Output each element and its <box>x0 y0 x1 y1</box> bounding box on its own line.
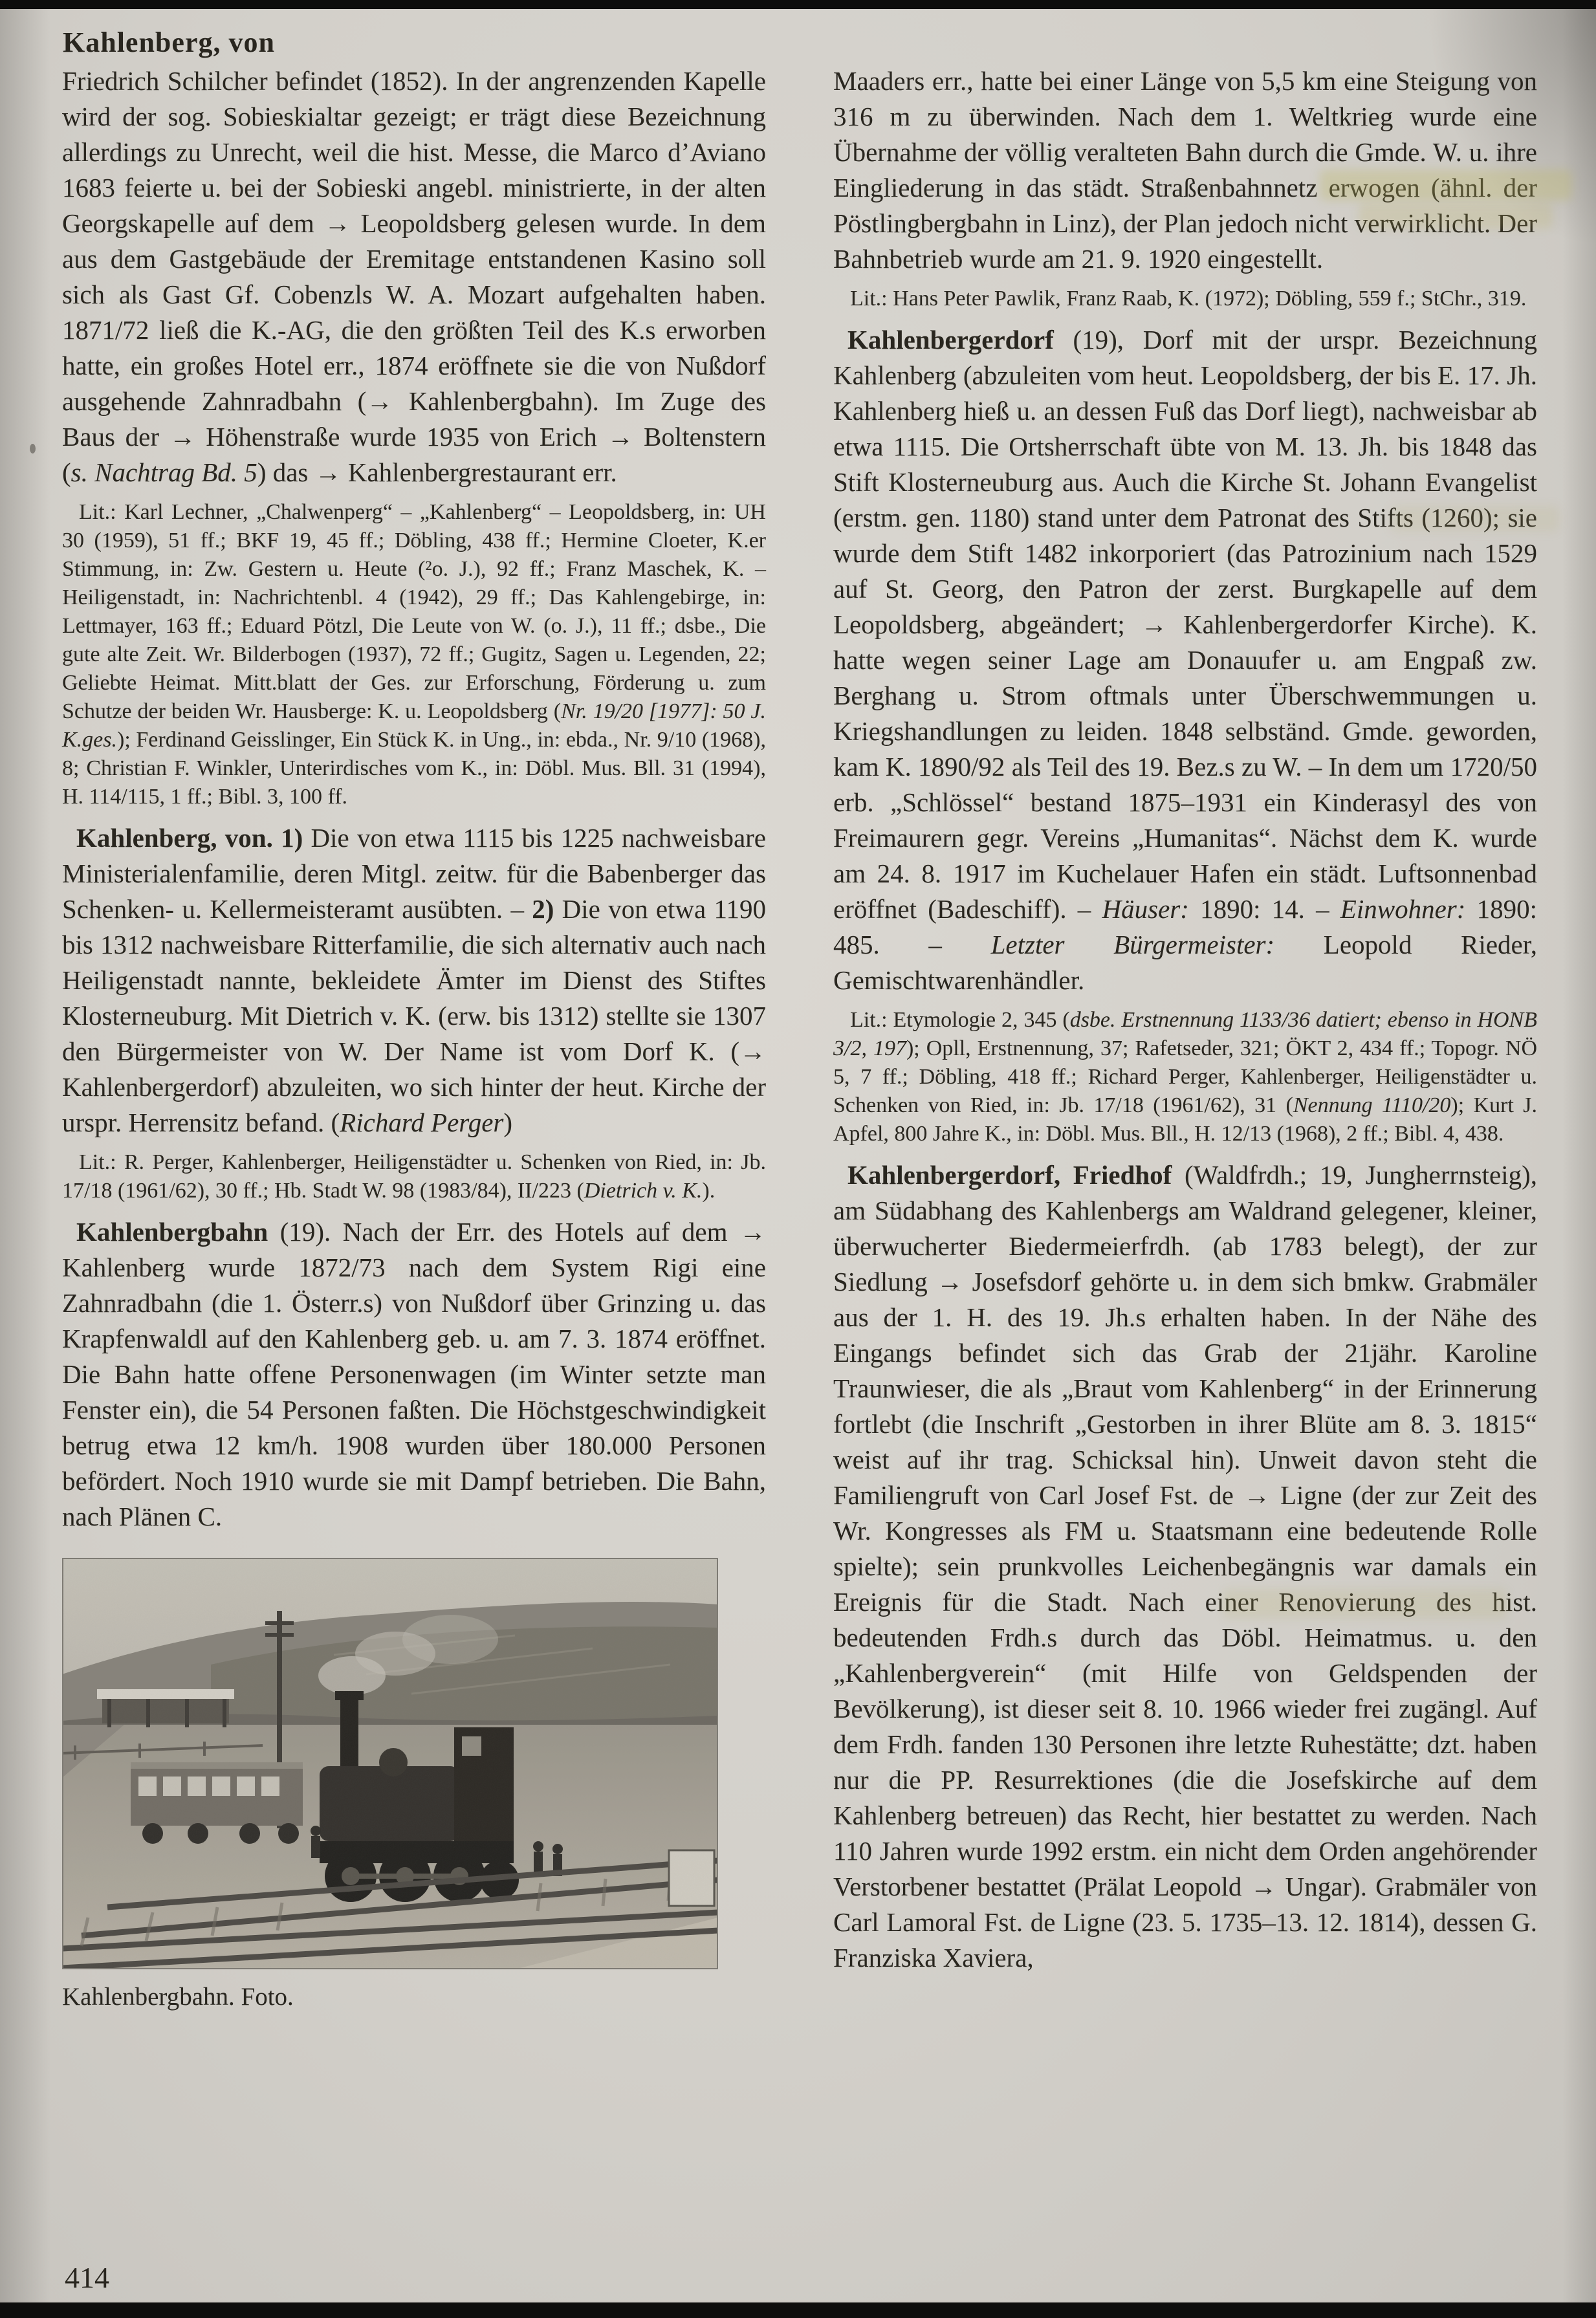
scan-edge-top <box>0 0 1596 9</box>
page-number: 414 <box>65 2261 109 2294</box>
kahlenbergbahn-photo <box>62 1558 718 1969</box>
literature-kahlenberg: Lit.: Karl Lechner, „Chalwenperg“ – „Kahlenberg“ – Leopoldsberg, in: UH 30 (1959), 51 ff.; BKF 19, 45 ff.; Döbling, 438 ff.; Hermine Cloeter, K.er Stimmung, in: Zw. Gestern u. Heute (²o. J.), 92 ff.; Franz Maschek, K. – Heiligenstadt, in: Nachrichtenbl. 4 (1942), 29 ff.; Das Kahlengebirge, in: Lettmayer, 163 ff.; Eduard Pötzl, Die Leute von W. (o. J.), 11 ff.; dsbe., Die gute alte Zeit. Wr. Bilderbogen (1937), 72 ff.; Gugitz, Sagen u. Legenden, 22; Geliebte Heimat. Mitt.blatt der Ges. zur Erforschung, Förderung u. zum Schutze der beiden Wr. Hausberge: K. u. Leopoldsberg (Nr. 19/20 [1977]: 50 J. K.ges.); Ferdinand Geisslinger, Ein Stück K. in Ung., in: ebda., Nr. 9/10 (1968), 8; Christian F. Winkler, Unterirdisches vom K., in: Döbl. Mus. Bll. 31 (1994), H. 114/115, 1 ff.; Bibl. 3, 100 ff. <box>62 500 766 809</box>
entry-kahlenbergerdorf-friedhof: Kahlenbergerdorf, Friedhof (Waldfrdh.; 19, Jungherrnsteig), am Südabhang des Kahlenbergs am Waldrand gelegener, kleiner, überwucherter Biedermeierfrdh. (ab 1783 belegt), der zur Siedlung → Josefsdorf gehörte u. in dem sich bmkw. Grabmäler aus der 1. H. des 19. Jh.s erhalten haben. In der Nähe des Eingangs befindet sich das Grab der 21jähr. Karoline Traunwieser, die als „Braut vom Kahlenberg“ in der Erinnerung fortlebt (die Inschrift „Gestorben in ihrer Blüte am 8. 3. 1815“ weist auf ihr trag. Schicksal hin). Unweit davon steht die Familiengruft von Carl Josef Fst. de → Ligne (der zur Zeit des Wr. Kongresses als FM u. Staatsmann eine bedeutende Rolle spielte); sein prunkvolles Leichenbegängnis war damals ein Ereignis für die Stadt. Nach einer Renovierung des hist. bedeutenden Frdh.s durch das Döbl. Heimatmus. u. den „Kahlenbergverein“ (mit Hilfe von Geldspenden der Bevölkerung), ist dieser seit 8. 10. 1966 wieder frei zugängl. Auf dem Frdh. fanden 130 Personen ihre letzte Ruhestätte; dzt. haben nur die PP. Resurrektiones (die die Josefskirche auf dem Kahlenberg betreuen) das Recht, hier bestattet zu werden. Nach 110 Jahren wurde 1992 erstm. ein nicht dem Orden angehörender Verstorbener bestattet (Prälat Leopold → Ungar). Grabmäler von Carl Lamoral Fst. de Ligne (23. 5. 1735–13. 12. 1814), dessen G. Franziska Xaviera, <box>833 1160 1538 1973</box>
photo-caption: Kahlenbergbahn. Foto. <box>62 1983 294 2011</box>
literature-kahlenbergbahn: Lit.: Hans Peter Pawlik, Franz Raab, K. (1972); Döbling, 559 f.; StChr., 319. <box>850 287 1527 311</box>
entry-continuation-kahlenberg: Friedrich Schilcher befindet (1852). In der angrenzenden Kapelle wird der sog. Sobieskialtar gezeigt; er trägt diese Bezeichnung allerdings zu Unrecht, weil die hist. Messe, die Marco d’Aviano 1683 feierte u. bei der Sobieski angebl. ministrierte, in der alten Georgskapelle auf dem → Leopoldsberg gelesen wurde. In dem aus dem Gastgebäude der Eremitage entstandenen Kasino soll sich als Gast Gf. Cobenzls W. A. Mozart aufgehalten haben. 1871/72 ließ die K.-AG, die den größten Teil des K.s erworben hatte, ein großes Hotel err., 1874 eröffnete sie die von Nußdorf ausgehende Zahnradbahn (→ Kahlenbergbahn). Im Zuge des Baus der → Höhenstraße wurde 1935 von Erich → Boltenstern (s. Nachtrag Bd. 5) das → Kahlenbergrestaurant err. <box>62 66 766 487</box>
right-column <box>833 63 1537 1984</box>
entry-kahlenbergbahn: Kahlenbergbahn (19). Nach der Err. des Hotels auf dem → Kahlenberg wurde 1872/73 nach dem System Rigi eine Zahnradbahn (die 1. Österr.s) von Nußdorf über Grinzing u. das Krapfenwaldl auf den Kahlenberg geb. u. am 7. 3. 1874 eröffnet. Die Bahn hatte offene Personenwagen (im Winter setzte man Fenster ein), die 54 Personen faßten. Die Höchstgeschwindigkeit betrug etwa 12 km/h. 1908 wurden über 180.000 Personen befördert. Noch 1910 wurde sie mit Dampf betrieben. Die Bahn, nach Plänen C. <box>62 1217 766 1531</box>
literature-kahlenberg-von: Lit.: R. Perger, Kahlenberger, Heiligenstädter u. Schenken von Ried, in: Jb. 17/18 (1961/62), 30 ff.; Hb. Stadt W. 98 (1983/84), II/223 (Dietrich v. K.). <box>62 1150 766 1203</box>
running-head: Kahlenberg, von <box>63 27 275 58</box>
scan-edge-bottom <box>0 2302 1596 2318</box>
literature-kahlenbergerdorf: Lit.: Etymologie 2, 345 (dsbe. Erstnennung 1133/36 datiert; ebenso in HONB 3/2, 197); Opll, Erstnennung, 37; Rafetseder, 321; ÖKT 2, 434 ff.; Topogr. NÖ 5, 7 ff.; Döbling, 418 ff.; Richard Perger, Kahlenberger, Heiligenstädter u. Schenken von Ried, in: Jb. 17/18 (1961/62), 31 (Nennung 1110/20); Kurt J. Apfel, 800 Jahre K., in: Döbl. Mus. Bll., H. 12/13 (1968), 2 ff.; Bibl. 4, 438. <box>833 1008 1537 1146</box>
photo-figure <box>62 1558 718 2013</box>
entry-kahlenbergerdorf: Kahlenbergerdorf (19), Dorf mit der urspr. Bezeichnung Kahlenberg (abzuleiten vom heut. Leopoldsberg, der bis E. 17. Jh. Kahlenberg hieß u. an dessen Fuß das Dorf liegt), nachweisbar ab etwa 1115. Die Ortsherrschaft übte von M. 13. Jh. bis 1848 das Stift Klosterneuburg aus. Auch die Kirche St. Johann Evangelist (erstm. gen. 1180) stand unter dem Patronat des Stifts (1260); sie wurde dem Stift 1482 inkorporiert (das Patrozinium nach 1529 auf St. Georg, den Patron der zerst. Burgkapelle auf dem Leopoldsberg, abgeändert; → Kahlenbergerdorfer Kirche). K. hatte wegen seiner Lage am Donauufer u. am Engpaß zw. Berghang u. Strom oftmals unter Überschwemmungen u. Kriegshandlungen zu leiden. 1848 selbständ. Gmde. geworden, kam K. 1890/92 als Teil des 19. Bez.s zu W. – In dem um 1720/50 erb. „Schlössel“ bestand 1875–1931 ein Kinderasyl des von Freimaurern gegr. Vereins „Humanitas“. Nächst dem K. wurde am 24. 8. 1917 im Kuchelauer Hafen ein städt. Luftsonnenbad eröffnet (Badeschiff). – Häuser: 1890: 14. – Einwohner: 1890: 485. – Letzter Bürgermeister: Leopold Rieder, Gemischtwarenhändler. <box>833 325 1538 995</box>
entry-kahlenberg-von: Kahlenberg, von. 1) Die von etwa 1115 bis 1225 nachweisbare Ministerialenfamilie, deren Mitgl. zeitw. für die Babenberger das Schenken- u. Kellermeisteramt ausübten. – 2) Die von etwa 1190 bis 1312 nachweisbare Ritterfamilie, die sich alternativ auch nach Heiligenstadt nannte, bekleidete Ämter im Dienst des Stiftes Klosterneuburg. Mit Dietrich v. K. (erw. bis 1312) stellte sie 1307 den Bürgermeister von W. Der Name ist vom Dorf K. (→ Kahlenbergerdorf) abzuleiten, wo sich hinter der heut. Kirche der urspr. Herrensitz befand. (Richard Perger) <box>62 823 767 1137</box>
left-column <box>62 63 766 2013</box>
entry-continuation-kahlenbergbahn: Maaders err., hatte bei einer Länge von 5,5 km eine Steigung von 316 m zu überwinden. Nach dem 1. Weltkrieg wurde eine Übernahme der völlig veralteten Bahn durch die Gmde. W. u. ihre Eingliederung in das städt. Straßenbahnnetz erwogen (ähnl. der Pöstlingbergbahn in Linz), der Plan jedoch nicht verwirklicht. Der Bahnbetrieb wurde am 21. 9. 1920 eingestellt. <box>833 66 1537 274</box>
ink-speck <box>30 444 36 454</box>
